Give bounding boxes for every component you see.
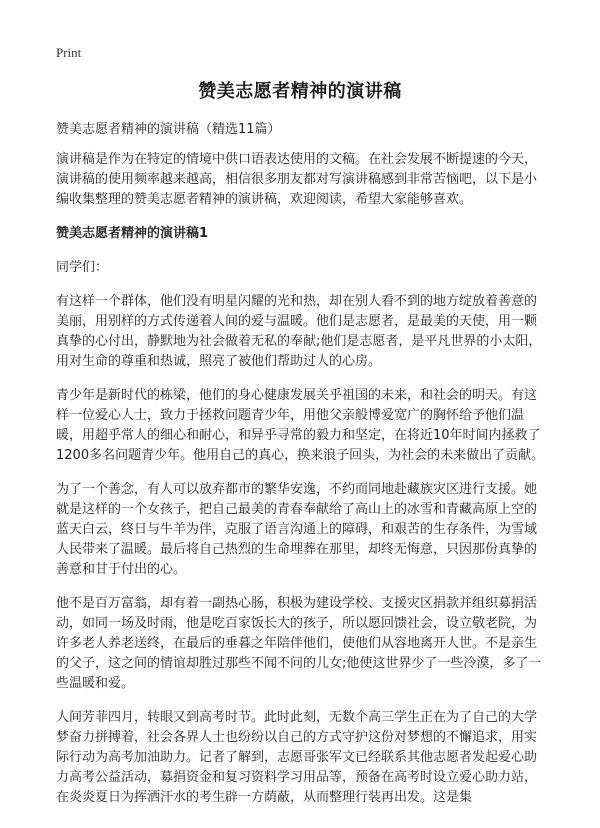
body-paragraph: 人间芳菲四月，转眼又到高考时节。此时此刻，无数个高三学生正在为了自己的大学梦奋力拼搏着，社会各界人士也纷纷以自己的方式守护这份对梦想的不懈追求，用实际行动为高考加油助力。记者了解到，志愿哥张军文已经联系其他志愿者发起爱心助力高考公益活动，募捐资金和复习资料学习用品等，预备在高考时设立爱心助力站，在炎炎夏日为挥洒汗水的考生辟一方荫蔽，从而整理行装再出发。这是集 — [56, 710, 538, 805]
document-subtitle: 赞美志愿者精神的演讲稿（精选11篇） — [56, 122, 281, 137]
greeting: 同学们： — [56, 260, 109, 275]
body-paragraph: 青少年是新时代的栋梁，他们的身心健康发展关乎祖国的未来，和社会的明天。有这样一位爱心人士，致力于拯救问题青少年，用他父亲般博爱宽广的胸怀给予他们温暖，用超乎常人的细心和耐心，和异乎寻常的毅力和坚定，在将近10年时间内拯救了1200多名问题青少年。他用自己的真心，换来浪子回头，为社会的未来做出了贡献。 — [56, 388, 545, 463]
document-body — [56, 120, 546, 822]
page-title: 赞美志愿者精神的演讲稿 — [198, 81, 402, 102]
section-heading: 赞美志愿者精神的演讲稿1 — [56, 226, 209, 241]
body-paragraph: 有这样一个群体，他们没有明星闪耀的光和热，却在别人看不到的地方绽放着善意的美丽，用别样的方式传递着人间的爱与温暖。他们是志愿者，是最美的天使，用一颗真挚的心付出，静默地为社会做着无私的奉献;他们是志愿者，是平凡世界的小太阳，用对生命的尊重和热诚，照亮了被他们帮助过人的心房。 — [56, 294, 542, 369]
body-paragraph: 他不是百万富翁，却有着一副热心肠，积极为建设学校、支援灾区捐款并组织募捐活动，如同一场及时雨，他是吃百家饭长大的孩子，所以愿回馈社会，设立敬老院，为许多老人养老送终，在最后的垂暮之年陪伴他们，使他们从容地离开人世。不是亲生的父子，这之间的情谊却胜过那些不闻不问的儿女;他使这世界少了一些冷漠，多了一些温暖和爱。 — [56, 596, 542, 691]
print-link[interactable]: Print — [56, 45, 82, 60]
body-paragraph: 为了一个善念，有人可以放弃都市的繁华安逸，不约而同地赴藏族灾区进行支援。她就是这样的一个女孩子，把自己最美的青春奉献给了高山上的冰雪和青藏高原上空的蓝天白云，终日与牛羊为伴，克服了语言沟通上的障碍，和艰苦的生存条件，为雪域人民带来了温暖。最后将自己热烈的生命埋葬在那里，却终无悔意，只因那份真挚的善意和甘于付出的心。 — [56, 482, 538, 577]
intro-paragraph: 演讲稿是作为在特定的情境中供口语表达使用的文稿。在社会发展不断提速的今天，演讲稿的使用频率越来越高，相信很多朋友都对写演讲稿感到非常苦恼吧，以下是小编收集整理的赞美志愿者精神的演讲稿，欢迎阅读，希望大家能够喜欢。 — [56, 152, 538, 207]
